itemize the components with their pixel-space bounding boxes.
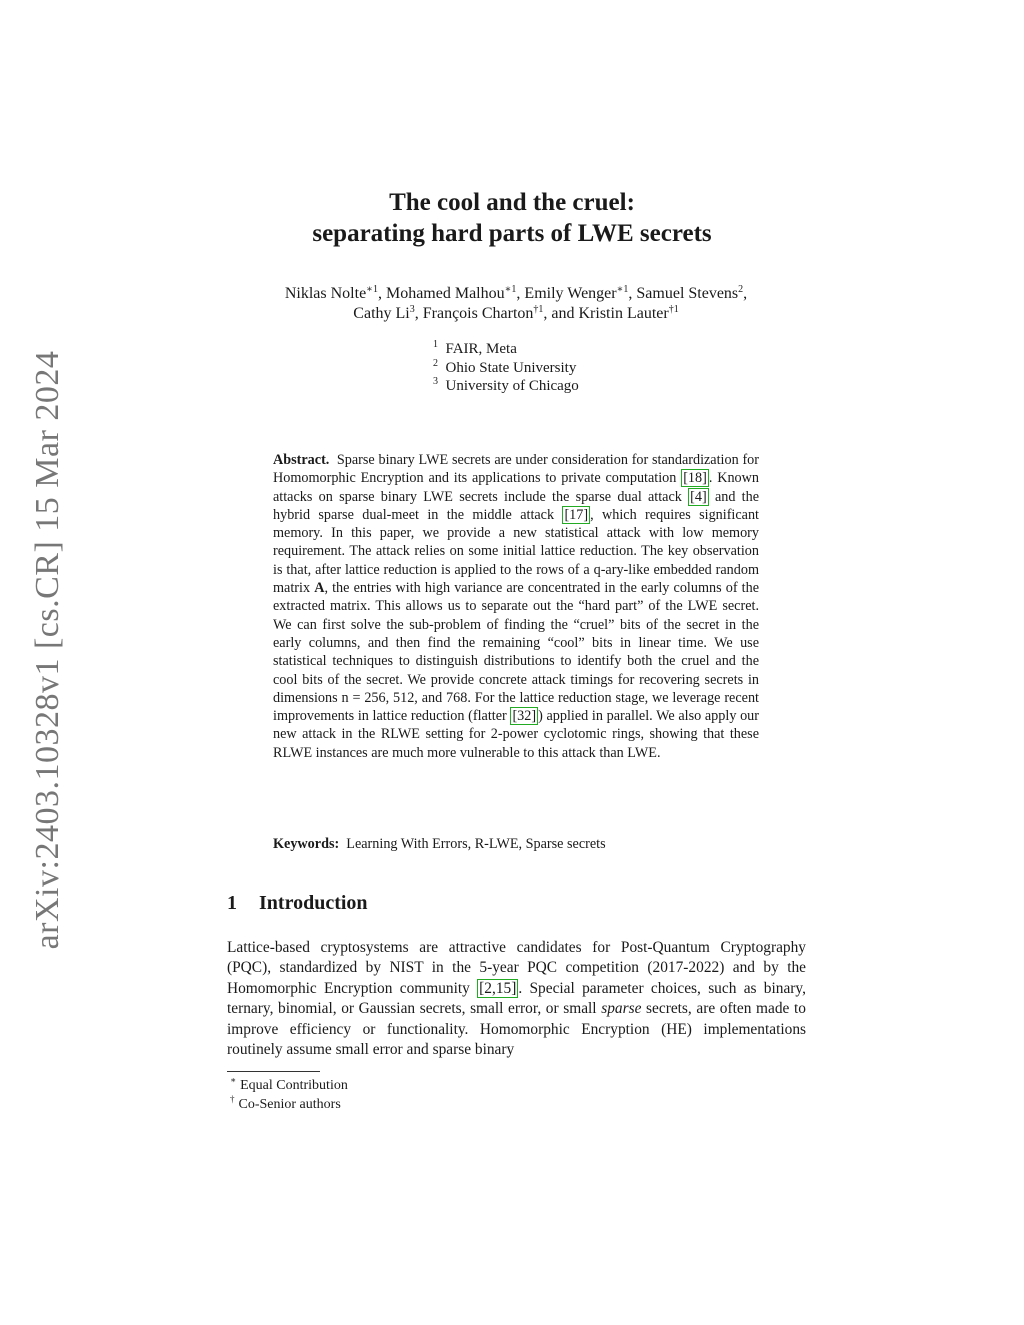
author-name: Niklas Nolte xyxy=(284,285,367,302)
abstract-label: Abstract. xyxy=(273,452,330,468)
author-name: François Charton xyxy=(422,305,534,322)
author-name: Samuel Stevens xyxy=(636,285,739,302)
author-conjunction: and xyxy=(551,305,575,322)
footnote-text: Co-Senior authors xyxy=(238,1097,341,1112)
title-line-1: The cool and the cruel: xyxy=(389,189,635,216)
affiliation-name: University of Chicago xyxy=(445,378,579,394)
author-name: Cathy Li xyxy=(353,305,410,322)
affiliation-number: 2 xyxy=(433,357,438,369)
abstract-text: Sparse binary LWE secrets are under consideration for standardization for Homomorphic Encryption and its applications to private computation xyxy=(273,452,759,487)
citation-link[interactable]: [18] xyxy=(683,470,707,487)
body-text: secrets, are often made to improve efficiency or functionality. Homomorphic Encryption (HE) implementations routinely assume small error and sparse binary xyxy=(227,1000,806,1059)
author-mark: †1 xyxy=(533,304,544,315)
affiliations xyxy=(433,340,579,396)
footnote-divider xyxy=(227,1071,320,1072)
citation-link[interactable]: [17] xyxy=(564,506,589,523)
arxiv-id-text: arXiv:2403.10328v1 [cs.CR] 15 Mar 2024 xyxy=(29,350,66,950)
author-mark: ∗1 xyxy=(366,284,378,295)
keywords-text: Learning With Errors, R-LWE, Sparse secrets xyxy=(346,836,606,852)
paper-title xyxy=(0,187,1024,249)
section-number: 1 xyxy=(227,892,237,914)
affiliation-item xyxy=(433,340,579,359)
abstract-text: ) applied in parallel. We also apply our new attack in the RLWE setting for 2-power cyclotomic rings, showing that these RLWE instances are much more vulnerable to this attack than LWE. xyxy=(273,708,759,761)
affiliation-name: FAIR, Meta xyxy=(445,341,517,357)
author-line-2: Cathy Li$^3$, François Charton$^{\dagger 1}$, and Kristin Lauter$^{\dagger 1}$ xyxy=(353,304,679,322)
keywords-label: Keywords: xyxy=(273,836,340,852)
author-name: Mohamed Malhou xyxy=(385,285,505,302)
citation-link[interactable]: [4] xyxy=(690,488,707,505)
section-title: Introduction xyxy=(259,892,368,914)
emphasis-text: sparse xyxy=(601,1000,642,1018)
author-list xyxy=(0,284,1024,324)
body-text: . Special parameter choices, such as binary, ternary, binomial, or Gaussian secrets, small error, or small xyxy=(227,979,806,1018)
abstract-text: , which requires significant memory. In this paper, we provide a new statistical attack with low memory requirement. The attack relies on some initial lattice reduction. The key observation is that, after lattice reduction is applied to the rows of a q-ary-like embedded random matrix xyxy=(273,506,760,597)
affiliation-number: 3 xyxy=(433,376,438,387)
affiliation-number: 1 xyxy=(433,339,438,350)
footnote-item xyxy=(230,1076,348,1095)
affiliation-item xyxy=(433,377,579,396)
citation-link[interactable]: [2,15] xyxy=(479,979,517,997)
author-mark: ∗1 xyxy=(616,284,629,295)
author-mark: †1 xyxy=(668,304,679,315)
author-line-1: Niklas Nolte$^{∗1}$, Mohamed Malhou$^{∗1}$, Emily Wenger$^{∗1}$, Samuel Stevens$^2$, xyxy=(284,284,748,302)
keywords xyxy=(273,836,606,853)
affiliation-item xyxy=(433,359,579,378)
footnote-text: Equal Contribution xyxy=(240,1078,348,1093)
author-mark: 2 xyxy=(738,284,744,295)
section-heading xyxy=(227,892,368,915)
introduction-paragraph xyxy=(227,938,806,1060)
footnote-mark: ∗ xyxy=(230,1075,237,1085)
abstract-text: and the hybrid sparse dual-meet in the middle attack xyxy=(273,488,760,523)
footnotes xyxy=(230,1076,348,1114)
footnote-mark: † xyxy=(230,1094,235,1104)
matrix-symbol: A xyxy=(314,580,325,597)
footnote-item xyxy=(230,1095,348,1114)
title-line-2: separating hard parts of LWE secrets xyxy=(312,220,712,247)
author-mark: 3 xyxy=(409,304,415,315)
abstract-text: , the entries with high variance are concentrated in the early columns of the extracted matrix. This allows us to separate out the “hard part” of the LWE secret. We can first solve the sub-problem of finding the “cruel” bits of the secret in the early columns, and then find the remaining “cool” bits in linear time. We use statistical techniques to distinguish distributions to identify both the cruel and the cool bits of the secret. We provide concrete attack timings for recovering secrets in dimensions n = 256, 512, and 768. For the lattice reduction stage, we leverage recent improvements in lattice reduction (flatter xyxy=(273,580,759,725)
author-name: Emily Wenger xyxy=(524,285,617,302)
body-text: Lattice-based cryptosystems are attractive candidates for Post-Quantum Cryptography (PQC), standardized by NIST in the 5-year PQC competition (2017-2022) and by the Homomorphic Encryption community xyxy=(227,939,806,997)
citation-link[interactable]: [32] xyxy=(512,708,537,725)
abstract xyxy=(273,451,759,762)
author-mark: ∗1 xyxy=(504,284,517,295)
author-name: Kristin Lauter xyxy=(578,305,669,322)
abstract-text: . Known attacks on sparse binary LWE secrets include the sparse dual attack xyxy=(273,470,759,505)
affiliation-name: Ohio State University xyxy=(445,359,577,376)
